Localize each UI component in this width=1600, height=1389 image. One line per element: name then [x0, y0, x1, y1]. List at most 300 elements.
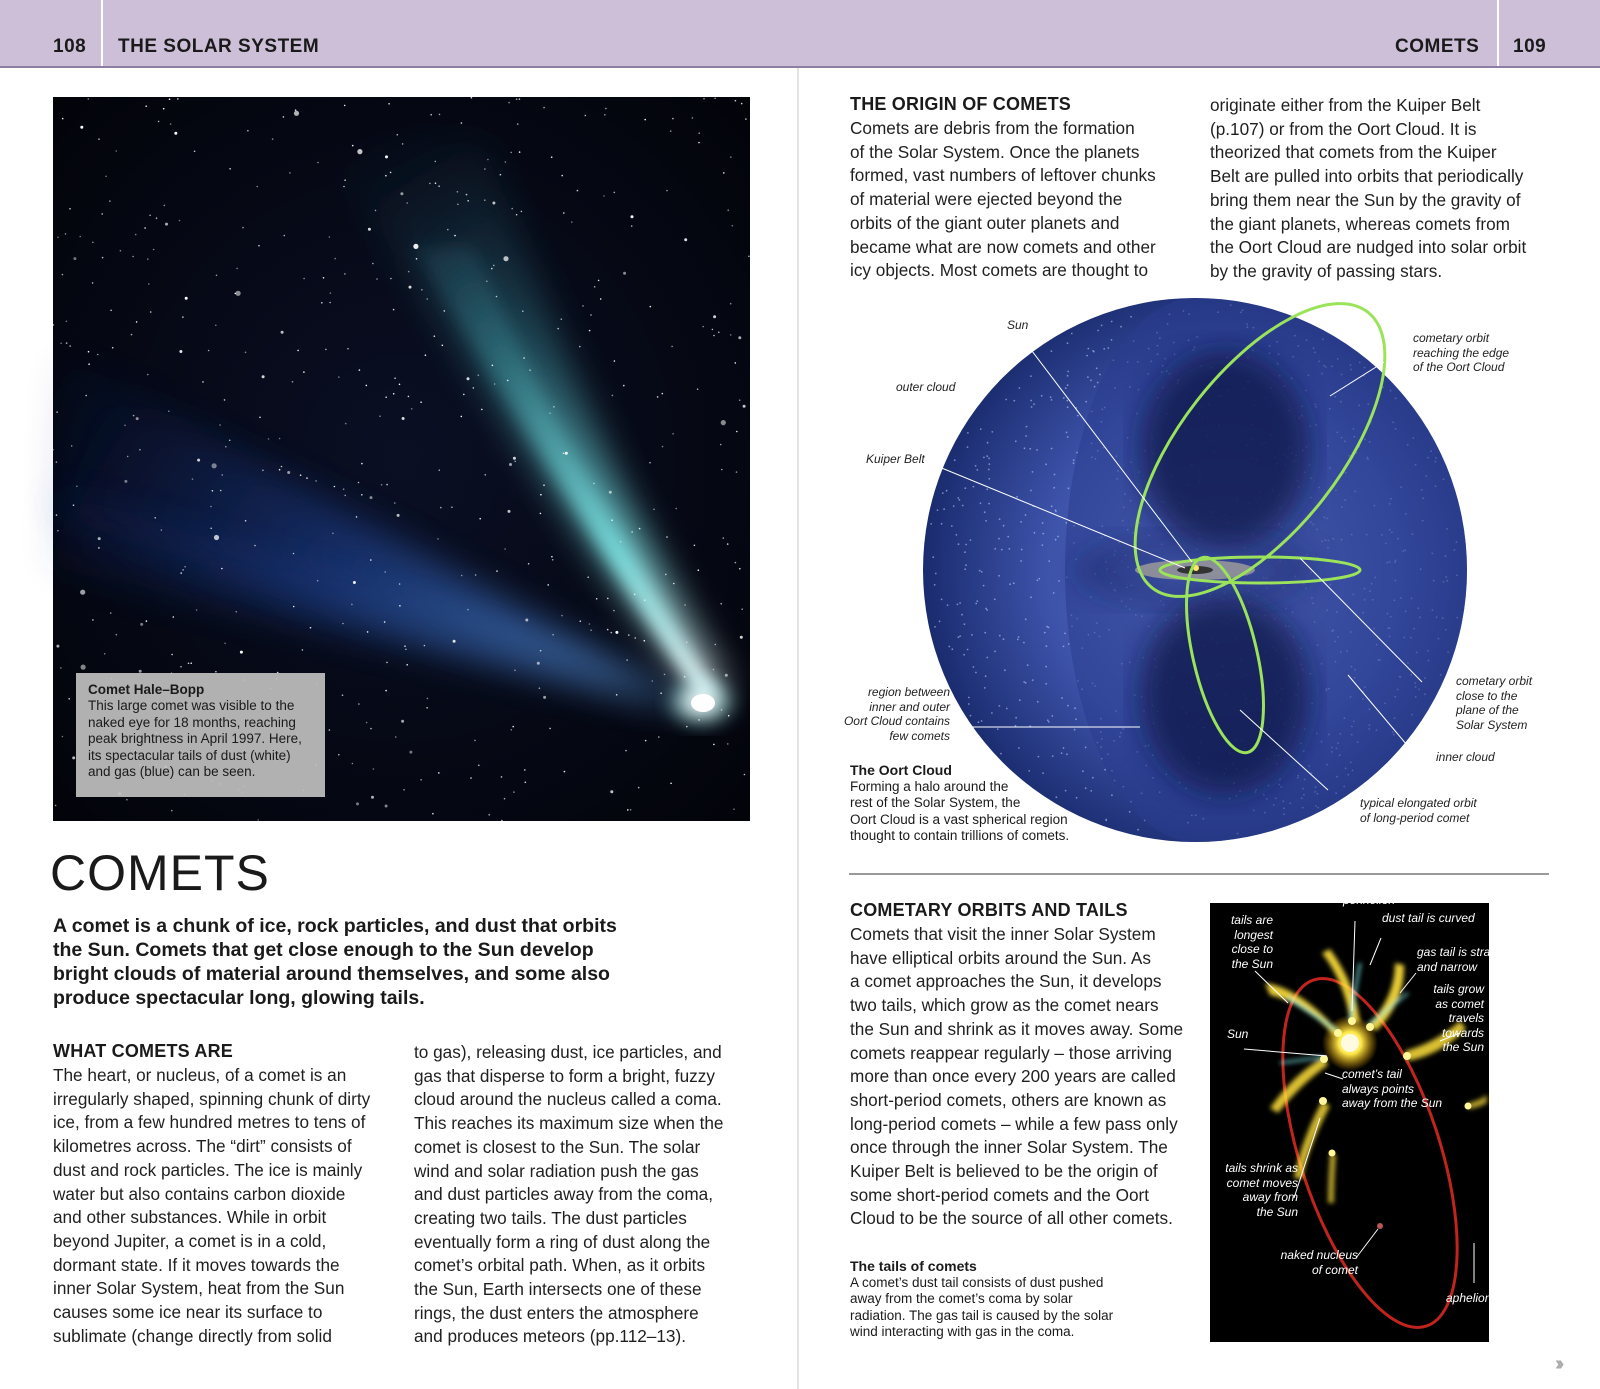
- star: [192, 478, 194, 480]
- cloud-speck: [968, 703, 970, 705]
- photo-caption-line: This large comet was visible to the: [88, 698, 295, 713]
- star: [561, 175, 563, 177]
- star: [509, 463, 512, 466]
- star: [370, 728, 372, 730]
- cloud-speck: [1052, 755, 1054, 757]
- star: [104, 653, 106, 655]
- star: [289, 172, 291, 174]
- cloud-speck: [1058, 580, 1060, 582]
- page-header: [0, 0, 1600, 68]
- caption-line: thought to contain trillions of comets.: [850, 828, 1070, 843]
- star: [399, 583, 401, 585]
- body-line: of the Solar System. Once the planets: [850, 141, 1140, 162]
- star: [748, 256, 750, 258]
- cloud-speck: [978, 721, 980, 723]
- star: [561, 615, 563, 617]
- star: [366, 385, 368, 387]
- origin-col1: [850, 117, 1156, 283]
- label-tails-longest: [1218, 913, 1273, 971]
- star: [88, 351, 90, 353]
- cloud-speck: [1096, 367, 1098, 369]
- cloud-speck: [1048, 560, 1050, 562]
- cloud-speck: [1045, 683, 1047, 685]
- cloud-speck: [946, 490, 948, 492]
- star: [165, 223, 168, 226]
- star: [240, 651, 243, 654]
- star: [513, 457, 516, 460]
- star: [727, 543, 729, 545]
- cloud-speck: [959, 499, 961, 501]
- cloud-speck: [985, 520, 987, 522]
- star: [551, 156, 553, 158]
- star: [144, 227, 146, 229]
- star: [524, 769, 526, 771]
- cloud-speck: [1055, 509, 1057, 511]
- star: [406, 664, 408, 666]
- star: [698, 569, 700, 571]
- star: [692, 117, 694, 119]
- cloud-speck: [980, 502, 982, 504]
- star: [69, 345, 71, 347]
- star: [630, 809, 632, 811]
- orbits-tails-body: [850, 923, 1183, 1231]
- cloud-speck: [948, 646, 950, 648]
- cloud-speck: [1082, 770, 1084, 772]
- star: [735, 100, 737, 102]
- cloud-speck: [1067, 406, 1069, 408]
- cloud-speck: [964, 551, 966, 553]
- star: [79, 236, 81, 238]
- body-line: long-period comets – while a few pass only: [850, 1113, 1178, 1134]
- star: [613, 610, 615, 612]
- star: [370, 496, 373, 499]
- star: [182, 316, 184, 318]
- star: [405, 649, 407, 651]
- star: [439, 114, 441, 116]
- cloud-speck: [981, 571, 983, 573]
- star: [596, 598, 598, 600]
- cloud-speck: [934, 626, 936, 628]
- photo-caption-line: naked eye for 18 months, reaching: [88, 714, 296, 730]
- star: [702, 326, 704, 328]
- star: [397, 134, 399, 136]
- star: [393, 309, 395, 311]
- star: [730, 334, 732, 336]
- star: [672, 118, 674, 120]
- star: [154, 517, 156, 519]
- star: [473, 387, 475, 389]
- star: [409, 286, 412, 289]
- star: [523, 357, 525, 359]
- star: [529, 369, 531, 371]
- cloud-speck: [1009, 583, 1011, 585]
- star: [557, 328, 559, 330]
- star: [479, 518, 481, 520]
- star: [375, 210, 377, 212]
- orbits-tails-heading: COMETARY ORBITS AND TAILS: [850, 900, 1128, 920]
- star: [631, 225, 633, 227]
- star: [338, 376, 340, 378]
- star: [645, 740, 647, 742]
- cloud-speck: [967, 649, 969, 651]
- cloud-speck: [1021, 549, 1023, 551]
- cloud-speck: [1090, 790, 1092, 792]
- cloud-speck: [1085, 787, 1087, 789]
- star: [57, 237, 59, 239]
- label-sun: Sun: [1007, 318, 1029, 332]
- star: [461, 575, 463, 577]
- star: [406, 202, 408, 204]
- star: [670, 130, 672, 132]
- star: [713, 315, 716, 318]
- star: [358, 703, 360, 705]
- star: [511, 729, 513, 731]
- cloud-speck: [1027, 664, 1029, 666]
- star: [552, 634, 554, 636]
- star: [451, 506, 453, 508]
- cloud-speck: [1067, 342, 1069, 344]
- star: [76, 486, 78, 488]
- star: [715, 644, 717, 646]
- star: [587, 576, 589, 578]
- body-line: beyond Jupiter, a comet is in a cold,: [53, 1230, 327, 1251]
- cloud-speck: [1129, 811, 1131, 813]
- star: [53, 324, 55, 326]
- cloud-speck: [999, 635, 1001, 637]
- cloud-speck: [999, 518, 1001, 520]
- star: [287, 471, 290, 474]
- body-line: comet is closest to the Sun. The solar: [414, 1136, 701, 1157]
- star: [132, 256, 134, 258]
- star: [519, 98, 521, 100]
- label-line: Oort Cloud contains: [843, 714, 950, 728]
- star: [501, 776, 503, 778]
- star: [564, 771, 566, 773]
- cloud-speck: [1074, 729, 1076, 731]
- cloud-speck: [999, 705, 1001, 707]
- cloud-speck: [932, 556, 934, 558]
- star: [281, 466, 283, 468]
- cloud-speck: [1085, 747, 1087, 749]
- cloud-speck: [1024, 447, 1026, 449]
- cloud-speck: [1008, 548, 1010, 550]
- star: [435, 182, 437, 184]
- cloud-speck: [956, 534, 958, 536]
- star: [500, 174, 502, 176]
- star: [169, 98, 171, 100]
- star: [297, 350, 299, 352]
- body-line: have elliptical orbits around the Sun. As: [850, 947, 1151, 968]
- cloud-speck: [1071, 333, 1073, 335]
- body-line: by the gravity of passing stars.: [1210, 260, 1443, 281]
- star: [610, 790, 613, 793]
- cloud-speck: [1045, 463, 1047, 465]
- star: [347, 348, 349, 350]
- page-title: COMETS: [50, 845, 270, 901]
- cloud-speck: [1015, 717, 1017, 719]
- body-line: (p.107) or from the Oort Cloud. It is: [1210, 118, 1477, 139]
- star: [174, 132, 177, 135]
- star: [492, 202, 495, 205]
- star: [147, 258, 149, 260]
- star: [698, 719, 700, 721]
- what-comets-are-col2: [414, 1041, 723, 1349]
- label-line: Solar System: [1456, 717, 1528, 732]
- body-line: Belt are pulled into orbits that periodically: [1210, 166, 1524, 187]
- intro-paragraph: [53, 914, 617, 1010]
- label-line: and narrow: [1417, 959, 1478, 974]
- label-perihelion: perihelion: [1343, 893, 1396, 907]
- star: [225, 446, 227, 448]
- cloud-speck: [975, 603, 977, 605]
- star: [720, 444, 722, 446]
- star: [371, 796, 374, 799]
- star: [292, 381, 294, 383]
- label-line: gas tail is straight: [1417, 945, 1510, 959]
- star: [743, 405, 746, 408]
- what-comets-are-col1: [53, 1064, 370, 1348]
- cloud-speck: [1067, 705, 1069, 707]
- star: [212, 463, 217, 468]
- cloud-speck: [1120, 326, 1122, 328]
- cloud-speck: [979, 570, 981, 572]
- star: [101, 213, 103, 215]
- star: [478, 765, 480, 767]
- cloud-speck: [1006, 708, 1008, 710]
- star: [686, 726, 688, 728]
- star: [136, 321, 138, 323]
- body-line: dormant state. If it moves towards the: [53, 1254, 340, 1275]
- cloud-speck: [1019, 387, 1021, 389]
- star: [73, 504, 75, 506]
- star: [579, 346, 581, 348]
- star: [361, 463, 363, 465]
- star: [549, 728, 551, 730]
- cloud-speck: [1073, 462, 1075, 464]
- star: [115, 150, 117, 152]
- cloud-speck: [1076, 797, 1078, 799]
- star: [644, 640, 646, 642]
- star: [356, 516, 358, 518]
- star: [496, 296, 498, 298]
- star: [486, 281, 488, 283]
- star: [344, 495, 346, 497]
- cloud-speck: [1099, 374, 1101, 376]
- star: [745, 118, 747, 120]
- cloud-speck: [975, 465, 977, 467]
- cloud-speck: [1063, 747, 1065, 749]
- star: [604, 114, 606, 116]
- cloud-speck: [997, 728, 999, 730]
- star: [171, 810, 173, 812]
- star: [317, 580, 319, 582]
- star: [399, 605, 401, 607]
- cloud-speck: [1051, 448, 1053, 450]
- star: [158, 121, 160, 123]
- body-line: the Sun and shrink as it moves away. Some: [850, 1018, 1184, 1039]
- star: [168, 410, 170, 412]
- cloud-speck: [971, 634, 973, 636]
- star: [522, 310, 524, 312]
- star: [359, 369, 361, 371]
- star: [563, 453, 565, 455]
- star: [508, 102, 510, 104]
- cloud-speck: [1048, 627, 1050, 629]
- cloud-speck: [1018, 636, 1020, 638]
- star: [386, 484, 388, 486]
- cloud-speck: [1048, 721, 1050, 723]
- star: [539, 687, 541, 689]
- star: [302, 649, 304, 651]
- star: [315, 480, 317, 482]
- cloud-speck: [965, 564, 967, 566]
- star: [210, 528, 212, 530]
- star: [356, 802, 359, 805]
- cloud-speck: [994, 548, 996, 550]
- caption-line: rest of the Solar System, the: [850, 795, 1021, 810]
- left-page-number: 108: [53, 36, 87, 57]
- label-line: close to: [1231, 942, 1273, 956]
- star: [88, 363, 90, 365]
- star: [730, 303, 732, 305]
- star: [402, 143, 404, 145]
- label-tails-grow: [1420, 982, 1484, 1055]
- cloud-speck: [970, 715, 972, 717]
- star: [442, 345, 444, 347]
- star: [453, 640, 456, 643]
- label-line: as comet: [1435, 996, 1484, 1011]
- label-line: plane of the: [1456, 703, 1519, 717]
- star: [429, 183, 431, 185]
- star: [543, 484, 545, 486]
- body-line: Comets are debris from the formation: [850, 118, 1135, 138]
- star: [628, 634, 630, 636]
- star: [590, 629, 592, 631]
- star: [373, 768, 375, 770]
- cloud-speck: [1075, 718, 1077, 720]
- star: [725, 674, 728, 677]
- star: [615, 631, 618, 634]
- cloud-speck: [988, 469, 990, 471]
- cloud-speck: [965, 544, 967, 546]
- star: [170, 123, 172, 125]
- star: [662, 446, 664, 448]
- star: [342, 623, 344, 625]
- cloud-speck: [1025, 514, 1027, 516]
- star: [352, 763, 354, 765]
- star: [52, 449, 54, 451]
- cloud-speck: [986, 455, 988, 457]
- star: [723, 172, 725, 174]
- star: [485, 474, 487, 476]
- cloud-speck: [1025, 682, 1027, 684]
- star: [229, 440, 231, 442]
- page-gutter: [797, 68, 799, 1389]
- star: [81, 665, 86, 670]
- cloud-speck: [1067, 436, 1069, 438]
- cloud-speck: [941, 523, 943, 525]
- star: [703, 98, 705, 100]
- cloud-speck: [983, 457, 985, 459]
- star: [421, 289, 423, 291]
- star: [571, 221, 573, 223]
- star: [60, 667, 62, 669]
- star: [609, 491, 612, 494]
- star: [736, 471, 738, 473]
- cloud-speck: [1019, 699, 1021, 701]
- cloud-speck: [980, 428, 982, 430]
- label-naked-nucleus: [1272, 1248, 1358, 1277]
- star: [97, 354, 99, 356]
- star: [736, 431, 738, 433]
- star: [131, 334, 133, 336]
- star: [242, 227, 244, 229]
- oort-caption-title: The Oort Cloud: [850, 762, 952, 778]
- star: [281, 331, 284, 334]
- star: [224, 643, 226, 645]
- cloud-speck: [1111, 794, 1113, 796]
- star: [623, 385, 625, 387]
- star: [739, 399, 741, 401]
- star: [236, 611, 238, 613]
- cloud-speck: [1051, 399, 1053, 401]
- star: [80, 590, 85, 595]
- cloud-speck: [991, 712, 993, 714]
- star: [216, 275, 218, 277]
- star: [644, 119, 646, 121]
- star: [185, 297, 188, 300]
- star: [385, 396, 387, 398]
- header-divider: [101, 0, 103, 66]
- star: [484, 168, 486, 170]
- star: [720, 603, 722, 605]
- star: [424, 645, 426, 647]
- cloud-speck: [981, 720, 983, 722]
- star: [590, 314, 592, 316]
- star: [589, 330, 591, 332]
- star: [503, 256, 508, 261]
- star: [279, 469, 281, 471]
- photo-caption: [76, 673, 325, 797]
- star: [467, 200, 469, 202]
- cloud-speck: [1097, 330, 1099, 332]
- star: [627, 809, 629, 811]
- star: [673, 583, 675, 585]
- star: [394, 502, 396, 504]
- star: [98, 138, 100, 140]
- label-line: reaching the edge: [1413, 345, 1510, 360]
- star: [478, 374, 480, 376]
- star: [594, 286, 596, 288]
- star: [342, 694, 344, 696]
- star: [323, 277, 325, 279]
- star: [184, 566, 186, 568]
- cloud-speck: [1038, 578, 1040, 580]
- star: [600, 298, 602, 300]
- star: [164, 205, 166, 207]
- double-chevron-right-icon[interactable]: ››: [1555, 1353, 1561, 1375]
- cloud-speck: [1085, 401, 1087, 403]
- star: [55, 805, 57, 807]
- cloud-speck: [1003, 525, 1005, 527]
- cloud-speck: [1067, 371, 1069, 373]
- comet-tails-diagram: [1210, 893, 1510, 1342]
- cloud-speck: [1066, 432, 1068, 434]
- star: [665, 574, 667, 576]
- star: [411, 408, 413, 410]
- star: [88, 98, 90, 100]
- star: [92, 242, 94, 244]
